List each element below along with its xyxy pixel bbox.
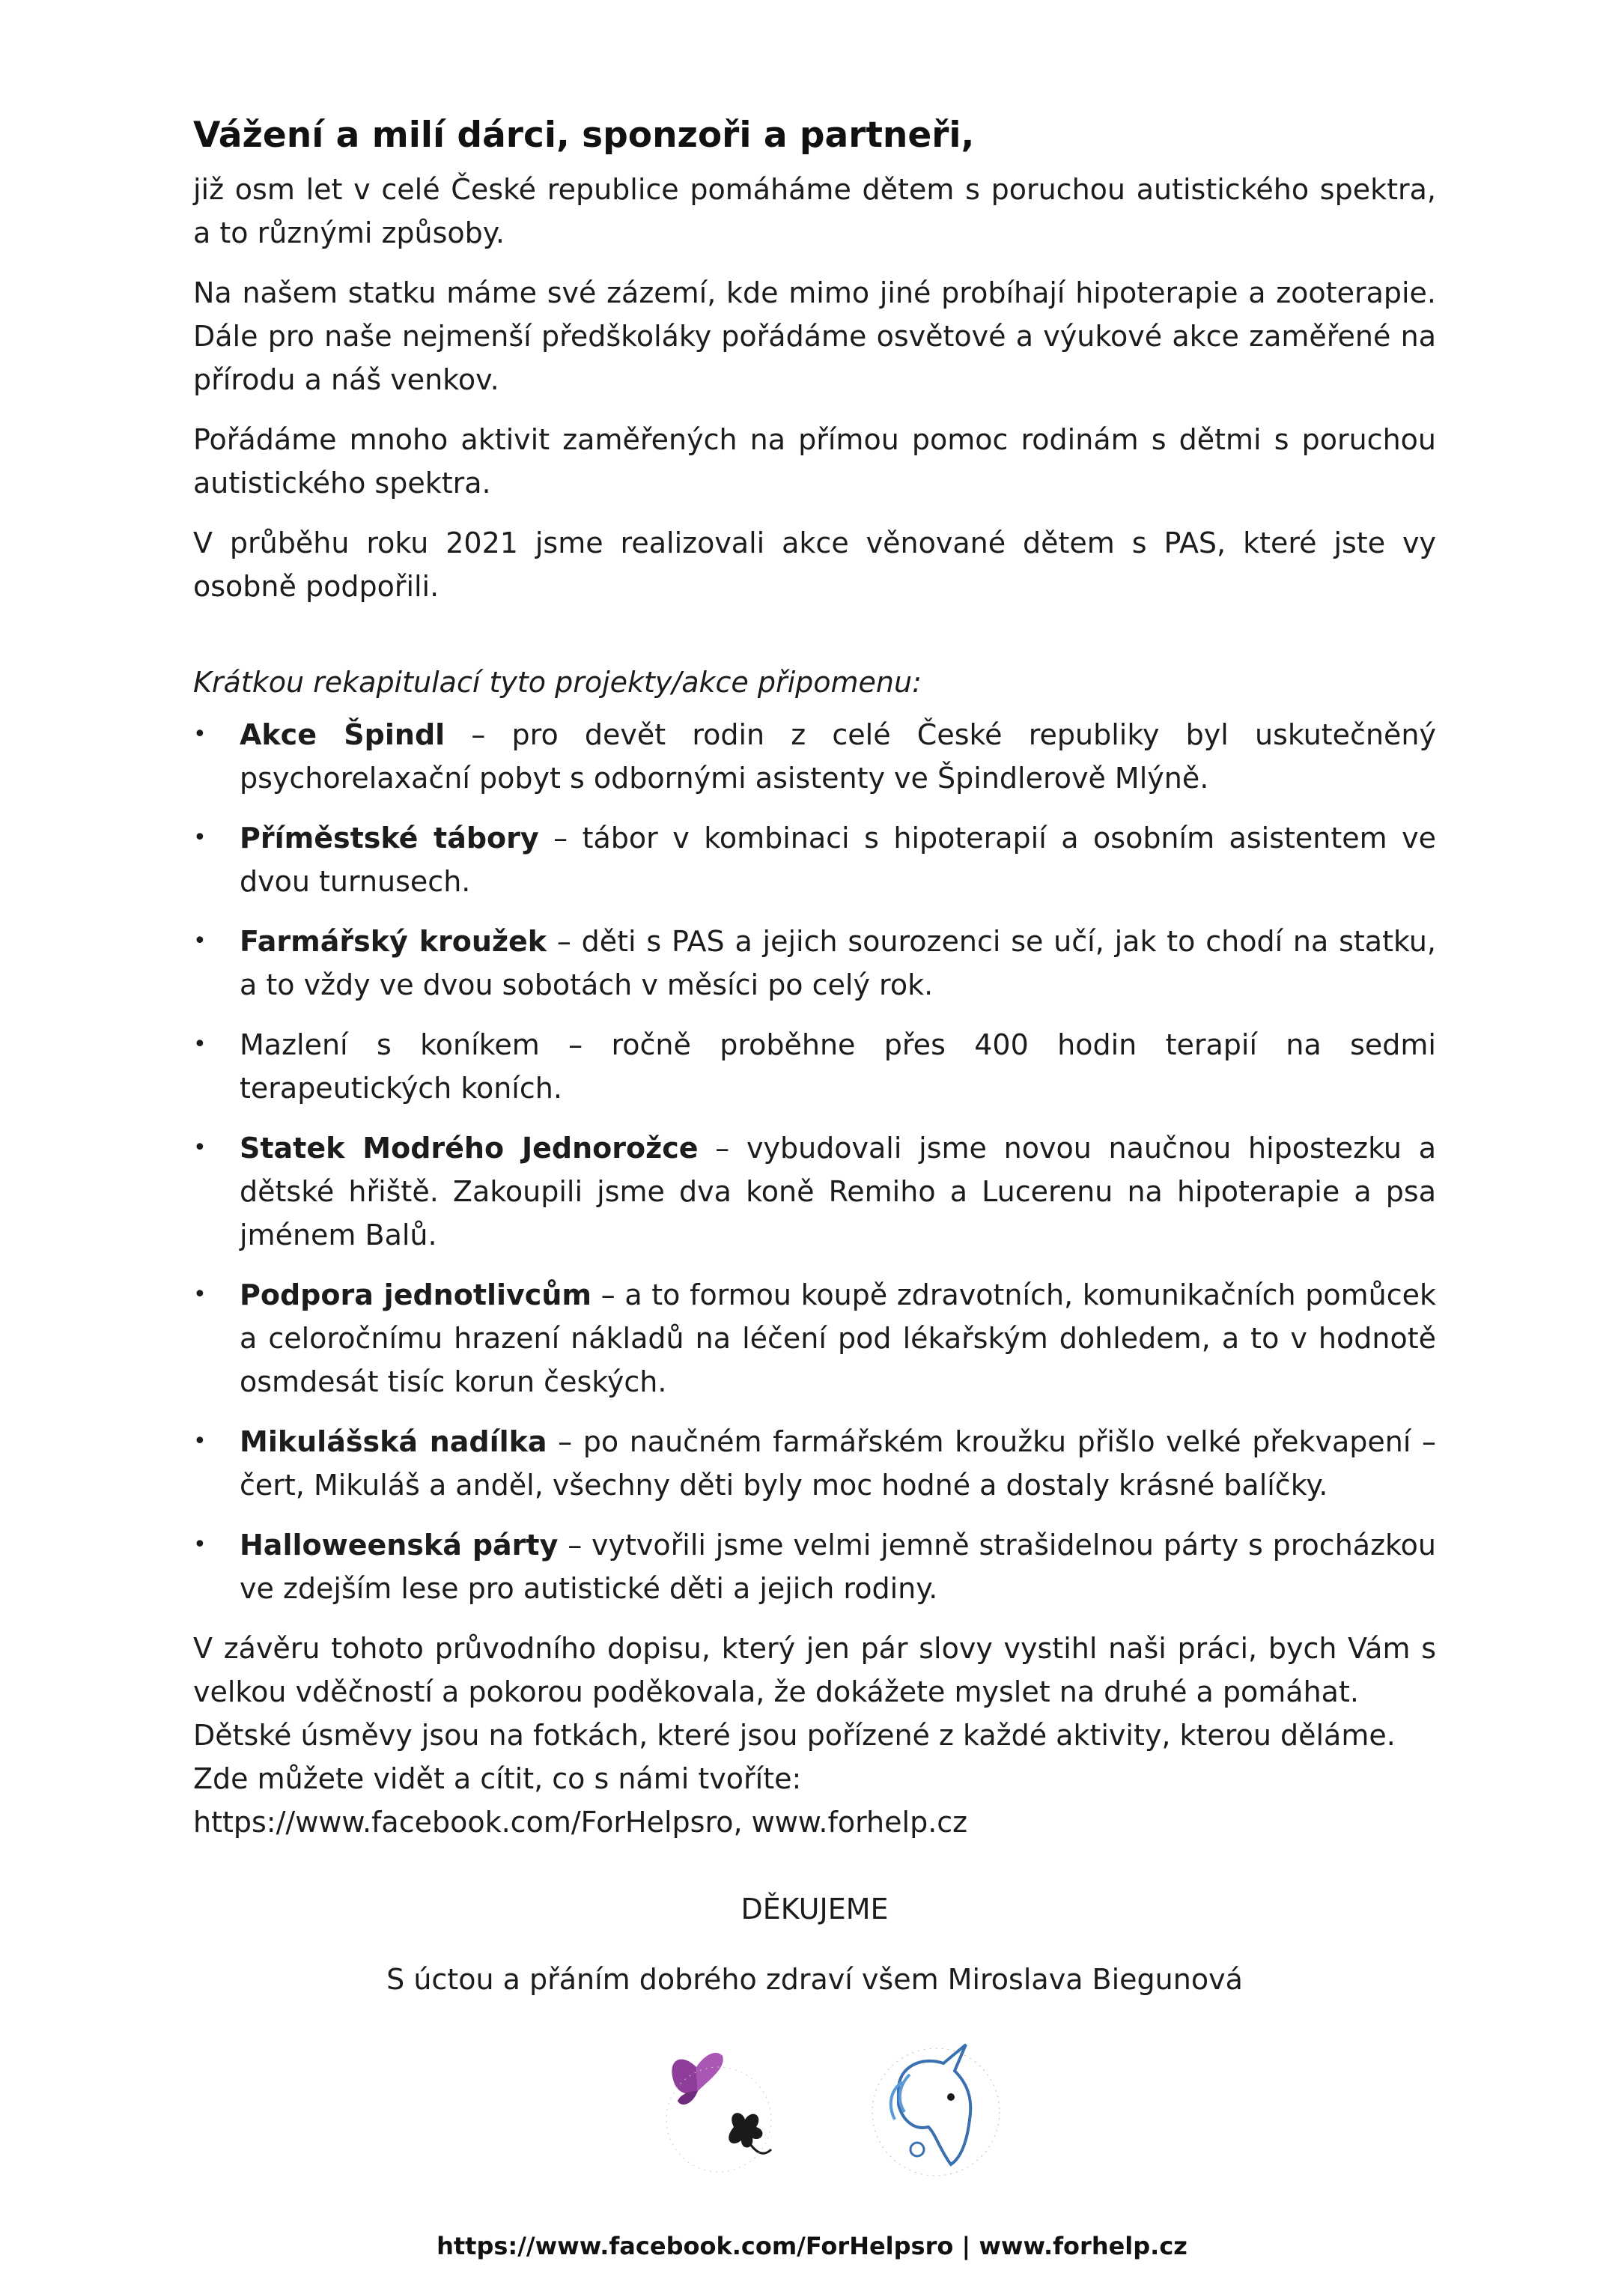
bullet-icon: • (193, 1532, 207, 1558)
signature-line: S úctou a přáním dobrého zdraví všem Miroslava Biegunová (386, 1963, 1243, 1996)
footer-links: https://www.facebook.com/ForHelpsro | www.forhelp.cz (437, 2232, 1187, 2260)
recap-heading: Krátkou rekapitulací tyto projekty/akce připomenu: (193, 666, 922, 699)
list-item (193, 920, 1436, 1007)
project-name: Akce Špindl (240, 718, 445, 751)
project-text: Mazlení s koníkem – ročně proběhne přes 400 hodin terapií na sedmi terapeutických koních. (240, 1028, 1436, 1105)
closing-section (193, 1627, 1436, 1844)
projects-list (193, 713, 1436, 1610)
closing-paragraph: Zde můžete vidět a cítit, co s námi tvoříte: (193, 1762, 802, 1795)
project-text: – pro devět rodin z celé České republiky byl uskutečněný psychorelaxační pobyt s odbornými asistenty ve Špindlerově Mlýně. (240, 718, 1436, 795)
bullet-icon: • (193, 1031, 207, 1057)
contact-links: https://www.facebook.com/ForHelpsro, www.forhelp.cz (193, 1806, 968, 1839)
list-item (193, 1273, 1436, 1404)
project-name: Mikulášská nadílka (240, 1425, 547, 1458)
intro-paragraph: již osm let v celé České republice pomáháme dětem s poruchou autistického spektra, a to různými způsoby. (193, 173, 1436, 249)
project-name: Halloweenská párty (240, 1529, 559, 1562)
butterfly-logo-icon (666, 2053, 771, 2172)
logos-area (651, 2037, 1041, 2187)
bullet-icon: • (193, 825, 207, 851)
bullet-icon: • (193, 1281, 207, 1308)
letter-body (193, 112, 1436, 2001)
thanks-text: DĚKUJEME (740, 1893, 889, 1926)
list-item (193, 816, 1436, 903)
list-item (193, 1420, 1436, 1507)
project-name: Farmářský kroužek (240, 925, 547, 958)
bullet-icon: • (193, 1428, 207, 1454)
list-item (193, 1023, 1436, 1110)
project-name: Statek Modrého Jednorožce (240, 1132, 699, 1165)
unicorn-logo-icon (872, 2045, 1000, 2176)
project-text: – tábor v kombinaci s hipoterapií a osobním asistentem ve dvou turnusech. (240, 822, 1436, 898)
intro-paragraph: V průběhu roku 2021 jsme realizovali akce věnované dětem s PAS, které jste vy osobně podpořili. (193, 527, 1436, 603)
project-name: Podpora jednotlivcům (240, 1278, 591, 1311)
bullet-icon: • (193, 928, 207, 954)
project-text: – vybudovali jsme novou naučnou hipostezku a dětské hřiště. Zakoupili jsme dva koně Remiho a Lucerenu na hipoterapie a psa jménem Balů. (240, 1132, 1437, 1251)
closing-paragraph: V závěru tohoto průvodního dopisu, který jen pár slovy vystihl naši práci, bych Vám s velkou vděčností a pokorou poděkovala, že dokážete myslet na druhé a pomáhat. (193, 1632, 1436, 1708)
project-name: Příměstské tábory (240, 822, 539, 855)
project-text: – vytvořili jsme velmi jemně strašidelnou párty s procházkou ve zdejším lese pro autistické děti a jejich rodiny. (240, 1529, 1436, 1605)
intro-paragraph: Na našem statku máme své zázemí, kde mimo jiné probíhají hipoterapie a zooterapie. Dále pro naše nejmenší předškoláky pořádáme osvětové a výukové akce zaměřené na přírodu a náš venkov. (193, 276, 1436, 396)
closing-paragraph: Dětské úsměvy jsou na fotkách, které jsou pořízené z každé aktivity, kterou děláme. (193, 1719, 1396, 1752)
project-text: – děti s PAS a jejich sourozenci se učí, jak to chodí na statku, a to vždy ve dvou sobotách v měsíci po celý rok. (240, 925, 1436, 1001)
list-item (193, 1126, 1436, 1257)
list-item (193, 713, 1436, 800)
forhelp-logos (651, 2037, 1041, 2187)
project-text: – a to formou koupě zdravotních, komunikačních pomůcek a celoročnímu hrazení nákladů na léčení pod lékařským dohledem, a to v hodnotě osmdesát tisíc korun českých. (240, 1278, 1436, 1398)
greeting: Vážení a milí dárci, sponzoři a partneři, (193, 115, 975, 156)
list-item (193, 1523, 1436, 1610)
bullet-icon: • (193, 1135, 207, 1161)
project-text: – po naučném farmářském kroužku přišlo velké překvapení – čert, Mikuláš a anděl, všechny děti byly moc hodné a dostaly krásné balíčky. (240, 1425, 1436, 1502)
bullet-icon: • (193, 721, 207, 747)
intro-paragraph: Pořádáme mnoho aktivit zaměřených na přímou pomoc rodinám s dětmi s poruchou autistického spektra. (193, 423, 1436, 500)
